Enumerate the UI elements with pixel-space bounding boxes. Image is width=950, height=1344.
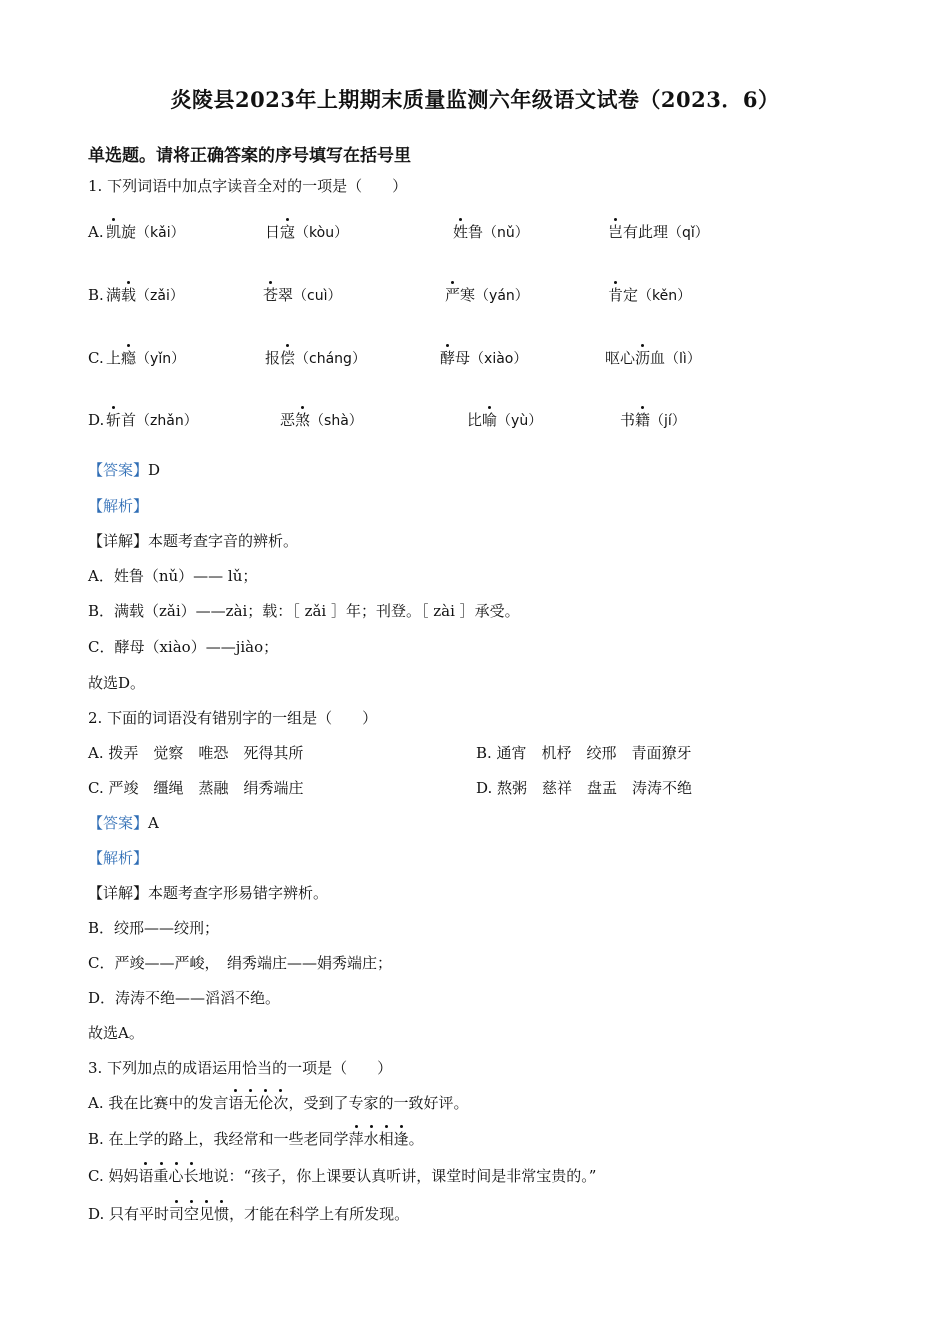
dotted-char: 逢	[393, 1130, 409, 1148]
q2-option-a: A. 拨弄 觉察 唯恐 死得其所	[88, 744, 304, 762]
pinyin: （cuì）	[293, 288, 342, 304]
word-suffix: 首	[121, 411, 137, 429]
dotted-text	[263, 286, 278, 304]
dotted-char: 严	[445, 286, 461, 304]
dotted-char: 语	[228, 1094, 244, 1112]
q3-option	[88, 1129, 424, 1149]
option-text: ，才能在科学上有所发现。	[229, 1205, 410, 1223]
dotted-text	[106, 411, 121, 429]
option-text: 地说：“孩子，你上课要认真听讲，课堂时间是非常宝贵的。”	[198, 1167, 597, 1185]
dotted-text	[453, 223, 468, 241]
detail-tag: 【详解】	[88, 884, 149, 902]
word-prefix: 日	[265, 223, 281, 241]
q2-line: C．严竣——严峻， 绢秀端庄——娟秀端庄；	[88, 954, 392, 972]
word-prefix: 报	[265, 349, 281, 367]
dotted-char: 肯	[608, 286, 624, 304]
dotted-char: 次	[273, 1094, 289, 1112]
pinyin: （qǐ）	[668, 225, 709, 241]
q1-word-item	[106, 348, 185, 369]
dotted-text	[228, 1094, 288, 1112]
dotted-char: 伦	[258, 1094, 274, 1112]
dotted-text	[280, 223, 295, 241]
dotted-char: 瘾	[121, 349, 137, 367]
pinyin: （kěn）	[638, 288, 692, 304]
word-suffix: 定	[623, 286, 639, 304]
dotted-char: 苍	[263, 286, 279, 304]
dotted-text	[121, 349, 136, 367]
word-prefix: 呕心	[605, 349, 636, 367]
q1-word-item	[265, 348, 366, 369]
word-suffix: 血	[650, 349, 666, 367]
dotted-text	[482, 411, 497, 429]
exam-title: 炎陵县2023年上期期末质量监测六年级语文试卷（2023．6）	[170, 87, 780, 112]
dotted-char: 喻	[482, 411, 498, 429]
dotted-char: 惯	[214, 1205, 230, 1223]
q1-word-item	[263, 285, 342, 306]
dotted-char: 见	[199, 1205, 215, 1223]
dotted-text	[295, 411, 310, 429]
dotted-char: 载	[121, 286, 137, 304]
q2-line: B．绞邢——绞刑；	[88, 919, 220, 937]
q2-option-c: C. 严竣 缰绳 蒸融 绢秀端庄	[88, 779, 304, 797]
dotted-char: 空	[184, 1205, 200, 1223]
q1-word-item	[440, 348, 527, 369]
dotted-text	[349, 1130, 409, 1148]
dotted-char: 沥	[635, 349, 651, 367]
answer-tag: 【答案】	[88, 814, 149, 832]
word-suffix: 有此理	[623, 223, 669, 241]
q1-word-item	[605, 348, 701, 369]
dotted-text	[138, 1167, 198, 1185]
dotted-char: 重	[153, 1167, 169, 1185]
q1-detail	[88, 531, 298, 551]
dotted-char: 长	[183, 1167, 199, 1185]
pinyin: （zǎi）	[136, 288, 184, 304]
dotted-char: 岂	[608, 223, 624, 241]
dotted-text	[635, 349, 650, 367]
dotted-char: 萍	[348, 1130, 364, 1148]
q1-word-item	[608, 222, 709, 243]
dotted-char: 凯	[106, 223, 122, 241]
dotted-text	[121, 286, 136, 304]
pinyin: （nǔ）	[483, 225, 529, 241]
dotted-text	[280, 349, 295, 367]
dotted-char: 斩	[106, 411, 122, 429]
pinyin: （kòu）	[295, 225, 349, 241]
q1-word-item	[106, 410, 198, 431]
q1-answer	[88, 460, 160, 480]
option-text: B. 在上学的路上，我经常和一些老同学	[88, 1130, 349, 1148]
q2-detail	[88, 883, 328, 903]
option-text: C. 妈妈	[88, 1167, 139, 1185]
option-text: ，受到了专家的一致好评。	[288, 1094, 469, 1112]
q1-option-label: D.	[88, 411, 105, 429]
q1-word-item	[453, 222, 529, 243]
word-prefix: 满	[106, 286, 122, 304]
word-suffix: 母	[455, 349, 471, 367]
q2-option-b: B. 通宵 机杼 绞邢 青面獠牙	[476, 744, 692, 762]
q1-word-item	[608, 285, 691, 306]
option-text: 。	[408, 1130, 424, 1148]
q2-line: D．涛涛不绝——滔滔不绝。	[88, 989, 281, 1007]
answer-tag: 【答案】	[88, 461, 149, 479]
dotted-char: 心	[168, 1167, 184, 1185]
dotted-text	[635, 411, 650, 429]
answer-value: D	[148, 461, 161, 479]
q1-option-label: B.	[88, 286, 104, 304]
dotted-text	[608, 286, 623, 304]
word-prefix: 比	[467, 411, 483, 429]
dotted-char: 语	[138, 1167, 154, 1185]
detail-tag: 【详解】	[88, 532, 149, 550]
q2-analysis-tag: 【解析】	[88, 849, 149, 867]
word-prefix: 上	[106, 349, 122, 367]
q1-word-item	[106, 222, 185, 243]
q1-word-item	[280, 410, 363, 431]
q3-option	[88, 1204, 409, 1224]
q2-line: 故选A。	[88, 1024, 144, 1042]
dotted-char: 籍	[635, 411, 651, 429]
option-text: D. 只有平时	[88, 1205, 170, 1223]
dotted-text	[445, 286, 460, 304]
q1-analysis-tag: 【解析】	[88, 497, 149, 515]
dotted-char: 偿	[280, 349, 296, 367]
q1-stem: 1. 下列词语中加点字读音全对的一项是（ ）	[88, 177, 408, 195]
q1-line: 故选D。	[88, 674, 146, 692]
word-suffix: 鲁	[468, 223, 484, 241]
dotted-char: 煞	[295, 411, 311, 429]
pinyin: （lì）	[665, 351, 701, 367]
word-suffix: 翠	[278, 286, 294, 304]
dotted-char: 寇	[280, 223, 296, 241]
q3-stem: 3. 下列加点的成语运用恰当的一项是（ ）	[88, 1059, 393, 1077]
detail-text: 本题考查字形易错字辨析。	[148, 884, 329, 902]
pinyin: （yán）	[475, 288, 529, 304]
pinyin: （zhǎn）	[136, 413, 198, 429]
q1-option-label: C.	[88, 349, 104, 367]
word-prefix: 书	[620, 411, 636, 429]
pinyin: （cháng）	[295, 351, 366, 367]
option-text: A. 我在比赛中的发言	[88, 1094, 229, 1112]
q1-word-item	[467, 410, 542, 431]
q1-line: B．满载（zǎi）——zài；载：［ zǎi ］年；刊登。［ zài ］承受。	[88, 602, 520, 620]
q1-word-item	[106, 285, 184, 306]
pinyin: （xiào）	[470, 351, 528, 367]
pinyin: （yǐn）	[136, 351, 186, 367]
pinyin: （jí）	[650, 413, 686, 429]
dotted-char: 无	[243, 1094, 259, 1112]
q1-line: A．姓鲁（nǔ）—— lǔ；	[88, 567, 258, 585]
q1-word-item	[265, 222, 348, 243]
q2-option-d: D. 熬粥 慈祥 盘盂 涛涛不绝	[476, 779, 693, 797]
dotted-text	[440, 349, 455, 367]
q1-line: C．酵母（xiào）——jiào；	[88, 638, 279, 656]
word-suffix: 旋	[121, 223, 137, 241]
dotted-char: 水	[363, 1130, 379, 1148]
dotted-char: 姓	[453, 223, 469, 241]
q1-option-label: A.	[88, 223, 104, 241]
word-suffix: 寒	[460, 286, 476, 304]
answer-value: A	[148, 814, 159, 832]
section-heading: 单选题。请将正确答案的序号填写在括号里	[88, 146, 411, 166]
q3-option	[88, 1166, 596, 1186]
dotted-text	[169, 1205, 229, 1223]
pinyin: （kǎi）	[136, 225, 185, 241]
q1-word-item	[620, 410, 686, 431]
q2-answer	[88, 813, 159, 833]
q1-word-item	[445, 285, 529, 306]
word-prefix: 恶	[280, 411, 296, 429]
dotted-text	[106, 223, 121, 241]
pinyin: （shà）	[310, 413, 363, 429]
dotted-char: 相	[378, 1130, 394, 1148]
pinyin: （yù）	[497, 413, 543, 429]
dotted-text	[608, 223, 623, 241]
q2-stem: 2. 下面的词语没有错别字的一组是（ ）	[88, 709, 378, 727]
q3-option	[88, 1093, 468, 1113]
detail-text: 本题考查字音的辨析。	[148, 532, 299, 550]
dotted-char: 酵	[440, 349, 456, 367]
dotted-char: 司	[169, 1205, 185, 1223]
